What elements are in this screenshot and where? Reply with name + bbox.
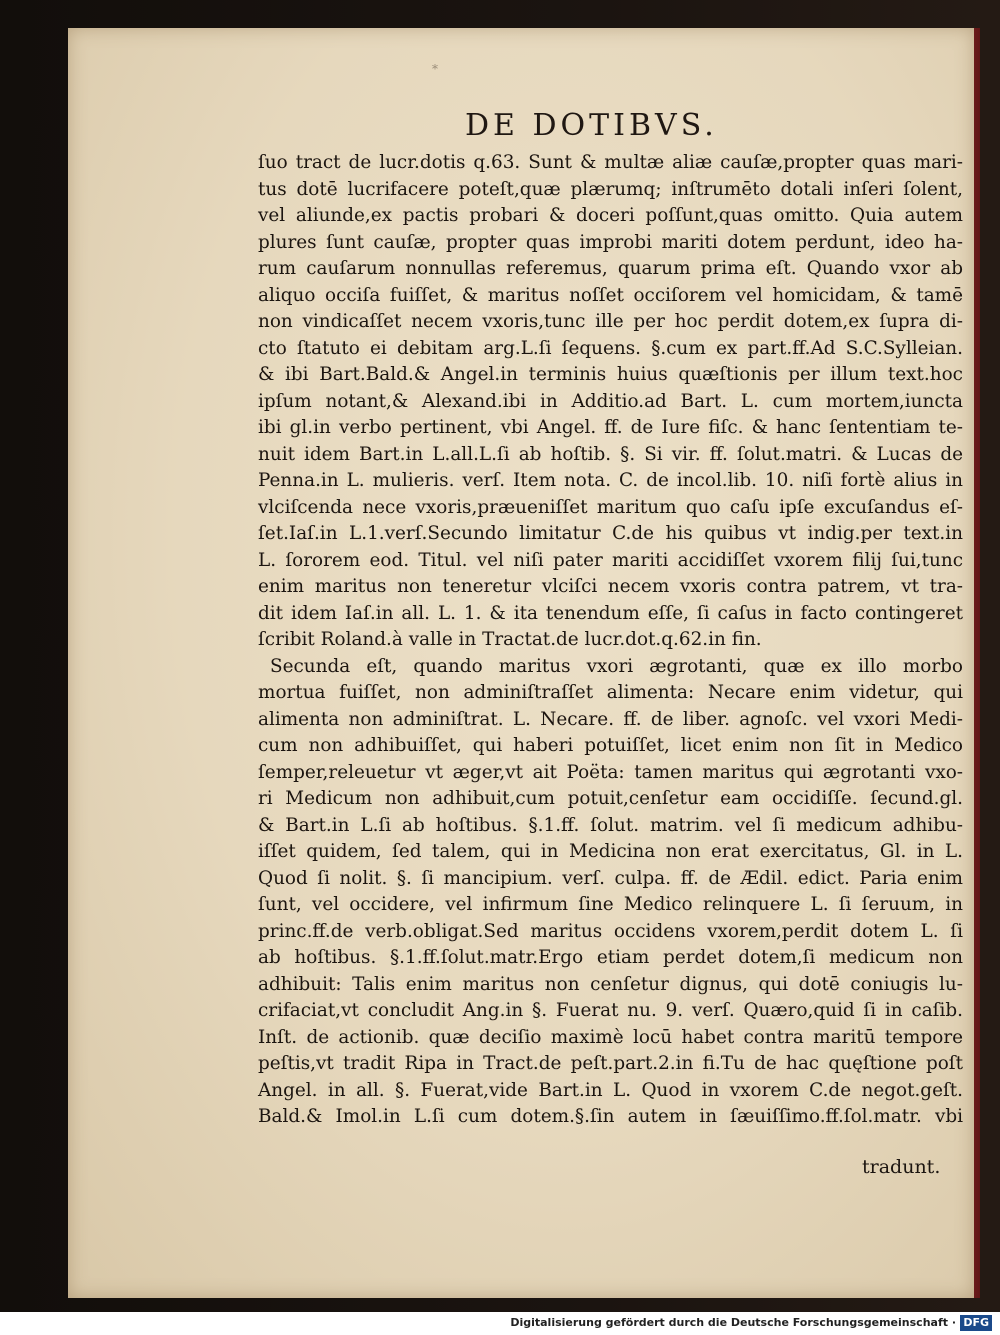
text-line: peſtis,vt tradit Ripa in Tract.de peſt.part.2.in fi.Tu de hac quęſtione poſt xyxy=(258,1053,963,1074)
text-line: rum cauſarum nonnullas referemus, quarum prima eſt. Quando vxor ab xyxy=(258,258,963,279)
text-line: ſemper,releuetur vt æger,vt ait Poëta: tamen maritus qui ægrotanti vxo- xyxy=(258,761,963,783)
text-line: cum non adhibuiſſet, qui haberi potuiſſet, licet enim non ſit in Medico xyxy=(258,735,963,756)
funding-credit: Digitalisierung gefördert durch die Deutsche Forschungsgemeinschaft · xyxy=(510,1316,956,1329)
text-line: crifaciat,vt concludit Ang.in §. Fuerat nu. 9. verſ. Quæro,quid ſi in caſib. xyxy=(258,1000,963,1021)
text-line: vel aliunde,ex pactis probari & doceri poſſunt,quas omitto. Quia autem xyxy=(258,205,963,226)
text-line: ipſum notant,& Alexand.ibi in Additio.ad Bart. L. cum mortem,iuncta xyxy=(258,390,963,412)
text-line: tus dotē lucrifacere poteſt,quæ plærumq; inſtrumēto dotali inſeri ſolent, xyxy=(258,178,963,200)
text-line: ibi gl.in verbo pertinent, vbi Angel. ff. de Iure fiſc. & hanc ſententiam te- xyxy=(258,417,963,438)
text-line: nuit idem Bart.in L.all.L.ſi ab hoſtib. §. Si vir. ff. ſolut.matri. & Lucas de xyxy=(258,443,963,465)
text-line: & ibi Bart.Bald.& Angel.in terminis huius quæſtionis per illum text.hoc xyxy=(258,364,963,385)
text-line: plures ſunt cauſæ, propter quas improbi mariti dotem perdunt, ideo ha- xyxy=(258,231,963,253)
text-line: vlciſcenda nece vxoris,præueniſſet maritum quo caſu ipſe excuſandus eſ- xyxy=(258,496,963,518)
running-head: DE DOTIBVS. xyxy=(465,108,718,143)
text-line: ſet.Iaſ.in L.1.verſ.Secundo limitatur C.de his quibus vt indig.per text.in xyxy=(258,523,963,544)
page-mark: * xyxy=(432,62,438,76)
text-line: ab hoſtibus. §.1.ff.ſolut.matr.Ergo etiam perdet dotem,ſi medicum non xyxy=(258,947,963,968)
text-line: Penna.in L. mulieris. verſ. Item nota. C. de incol.lib. 10. niſi fortè alius in xyxy=(258,470,963,491)
text-line: adhibuit: Talis enim maritus non cenſetur dignus, qui dotē coniugis lu- xyxy=(258,973,963,995)
text-line: Secunda eſt, quando maritus vxori ægrotanti, quæ ex illo morbo xyxy=(270,655,963,677)
text-line: dit idem Iaſ.in all. L. 1. & ita tenendum eſſe, ſi caſus in facto contingeret xyxy=(258,602,963,624)
text-line: Bald.& Imol.in L.ſi cum dotem.§.ſin autem in ſæuiſſimo.ff.ſol.matr. vbi xyxy=(258,1106,963,1127)
text-line: Inſt. de actionib. quæ deciſio maximè locū habet contra maritū tempore xyxy=(258,1026,963,1048)
text-line: ſcribit Roland.à valle in Tractat.de lucr.dot.q.62.in fin. xyxy=(258,629,762,650)
text-line: iſſet quidem, ſed talem, qui in Medicina non erat exercitatus, Gl. in L. xyxy=(258,841,963,862)
text-line: cto ſtatuto ei debitam arg.L.ſi ſequens. §.cum ex part.ff.Ad S.C.Sylleian. xyxy=(258,337,963,359)
catchword: tradunt. xyxy=(862,1156,941,1178)
text-line: alimenta non adminiſtrat. L. Necare. ff. de liber. agnoſc. vel vxori Medi- xyxy=(258,708,963,730)
text-line: L. ſororem eod. Titul. vel niſi pater mariti accidiſſet vxorem filij ſui,tunc xyxy=(258,549,963,571)
text-line: princ.ff.de verb.obligat.Sed maritus occidens vxorem,perdit dotem L. ſi xyxy=(258,920,963,942)
body-text xyxy=(258,150,963,1131)
digitization-footer xyxy=(0,1312,1000,1335)
text-line: aliquo occiſa fuiſſet, & maritus noſſet occiſorem vel homicidam, & tamē xyxy=(258,284,963,306)
text-line: Quod ſi nolit. §. ſi mancipium. verſ. culpa. ff. de Ædil. edict. Paria enim xyxy=(258,867,963,889)
text-line: ri Medicum non adhibuit,cum potuit,cenſetur eam occidiſſe. ſecund.gl. xyxy=(258,788,963,809)
text-line: & Bart.in L.ſi ab hoſtibus. §.1.ff. ſolut. matrim. vel ſi medicum adhibu- xyxy=(258,814,963,836)
text-line: mortua fuiſſet, non adminiſtraſſet alimenta: Necare enim videtur, qui xyxy=(258,682,963,703)
text-line: Angel. in all. §. Fuerat,vide Bart.in L. Quod in vxorem C.de negot.geſt. xyxy=(258,1079,963,1101)
text-line: ſuo tract de lucr.dotis q.63. Sunt & multæ aliæ cauſæ,propter quas mari- xyxy=(258,152,963,173)
text-line: non vindicaſſet necem vxoris,tunc ille per hoc perdit dotem,ex ſupra di- xyxy=(258,311,963,332)
text-line: ſunt, vel occidere, vel infirmum ſine Medico relinquere L. ſi ſeruum, in xyxy=(258,894,963,915)
dfg-logo: DFG xyxy=(960,1315,992,1331)
text-line: enim maritus non teneretur vlciſci necem vxoris contra patrem, vt tra- xyxy=(258,576,963,597)
